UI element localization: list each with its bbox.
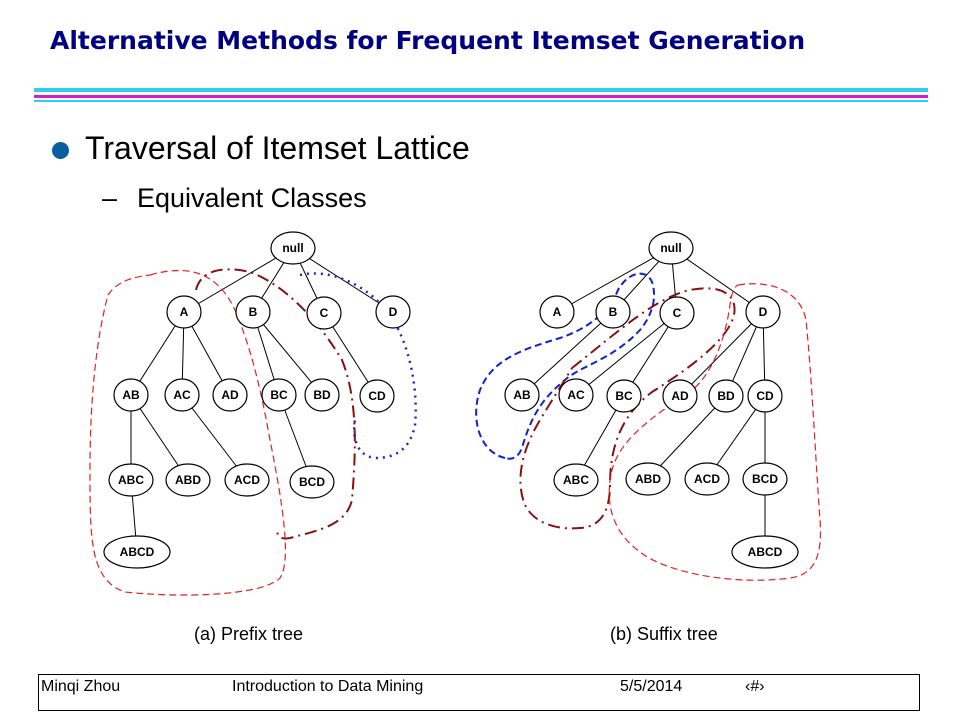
suffix-node-ab: [505, 379, 539, 411]
prefix-node-c: [307, 297, 341, 329]
suffix-node-a: [540, 296, 574, 328]
prefix-node-acd-label: ACD: [234, 473, 260, 487]
prefix-node-a-label: A: [179, 305, 189, 319]
suffix-node-abd-label: ABD: [635, 472, 661, 486]
footer-page-number: ‹#›: [745, 678, 765, 695]
prefix-node-ac: [165, 379, 199, 411]
suffix-node-c: [660, 297, 694, 329]
prefix-node-ab: [114, 379, 148, 411]
suffix-node-ac-label: AC: [567, 388, 585, 402]
suffix-node-bcd-label: BCD: [752, 472, 778, 486]
suffix-node-bd-label: BD: [717, 389, 735, 403]
suffix-node-abcd-label: ABCD: [747, 545, 783, 559]
suffix-node-null-label: null: [660, 241, 682, 255]
prefix-node-bc: [262, 379, 296, 411]
bullet-level1: Traversal of Itemset Lattice: [85, 130, 470, 166]
suffix-node-cd-label: CD: [756, 389, 774, 403]
suffix-node-bd: [709, 380, 743, 412]
prefix-node-ab-label: AB: [122, 388, 140, 402]
bullet-level2: Equivalent Classes: [137, 183, 367, 213]
suffix-node-abd: [626, 463, 670, 495]
prefix-node-null-label: null: [282, 241, 304, 255]
prefix-node-abd: [166, 464, 210, 496]
footer-bar: [38, 674, 920, 711]
suffix-node-abcd: [732, 536, 798, 568]
prefix-node-cd: [360, 380, 394, 412]
bullet-dash: –: [102, 183, 118, 213]
prefix-node-abcd-label: ABCD: [119, 545, 155, 559]
prefix-node-ad-label: AD: [221, 388, 239, 402]
suffix-class-d-outline: [609, 284, 820, 580]
suffix-node-c-label: C: [672, 306, 682, 320]
suffix-node-abc: [554, 464, 598, 496]
suffix-node-ac: [559, 379, 593, 411]
prefix-node-bcd-label: BCD: [299, 475, 325, 489]
prefix-tree-caption: (a) Prefix tree: [194, 624, 304, 644]
suffix-node-d-label: D: [758, 305, 768, 319]
prefix-node-b: [236, 296, 270, 328]
suffix-node-acd: [685, 463, 729, 495]
suffix-node-bc: [607, 380, 641, 412]
prefix-node-ac-label: AC: [173, 388, 191, 402]
suffix-node-acd-label: ACD: [694, 472, 720, 486]
footer-author: Minqi Zhou: [41, 678, 121, 695]
suffix-node-abc-label: ABC: [563, 473, 589, 487]
footer-date: 5/5/2014: [620, 678, 683, 695]
suffix-node-ab-label: AB: [513, 388, 531, 402]
suffix-node-bcd: [743, 463, 787, 495]
suffix-node-b-label: B: [608, 305, 618, 319]
suffix-node-ad: [663, 380, 697, 412]
suffix-node-null: [649, 232, 693, 264]
footer-course: Introduction to Data Mining: [232, 678, 424, 695]
prefix-node-d-label: D: [388, 305, 398, 319]
suffix-node-cd: [748, 380, 782, 412]
slide-title: Alternative Methods for Frequent Itemset Generation: [50, 26, 806, 55]
prefix-node-a: [167, 296, 201, 328]
prefix-node-c-label: C: [319, 306, 329, 320]
prefix-node-bd: [305, 379, 339, 411]
prefix-node-bcd: [290, 466, 334, 498]
prefix-node-cd-label: CD: [368, 389, 386, 403]
prefix-node-bd-label: BD: [313, 388, 331, 402]
prefix-node-acd: [225, 464, 269, 496]
suffix-node-ad-label: AD: [671, 389, 689, 403]
prefix-node-abcd: [104, 536, 170, 568]
tree-nodes: [104, 232, 798, 568]
suffix-node-b: [596, 296, 630, 328]
suffix-node-d: [746, 296, 780, 328]
suffix-tree-caption: (b) Suffix tree: [610, 624, 718, 644]
prefix-node-ad: [213, 379, 247, 411]
prefix-node-abd-label: ABD: [175, 473, 201, 487]
prefix-node-b-label: B: [248, 305, 258, 319]
prefix-node-null: [271, 232, 315, 264]
prefix-node-abc-label: ABC: [118, 473, 144, 487]
prefix-node-abc: [109, 464, 153, 496]
suffix-node-a-label: A: [552, 305, 562, 319]
suffix-node-bc-label: BC: [615, 389, 633, 403]
prefix-node-d: [376, 296, 410, 328]
prefix-node-bc-label: BC: [270, 388, 288, 402]
